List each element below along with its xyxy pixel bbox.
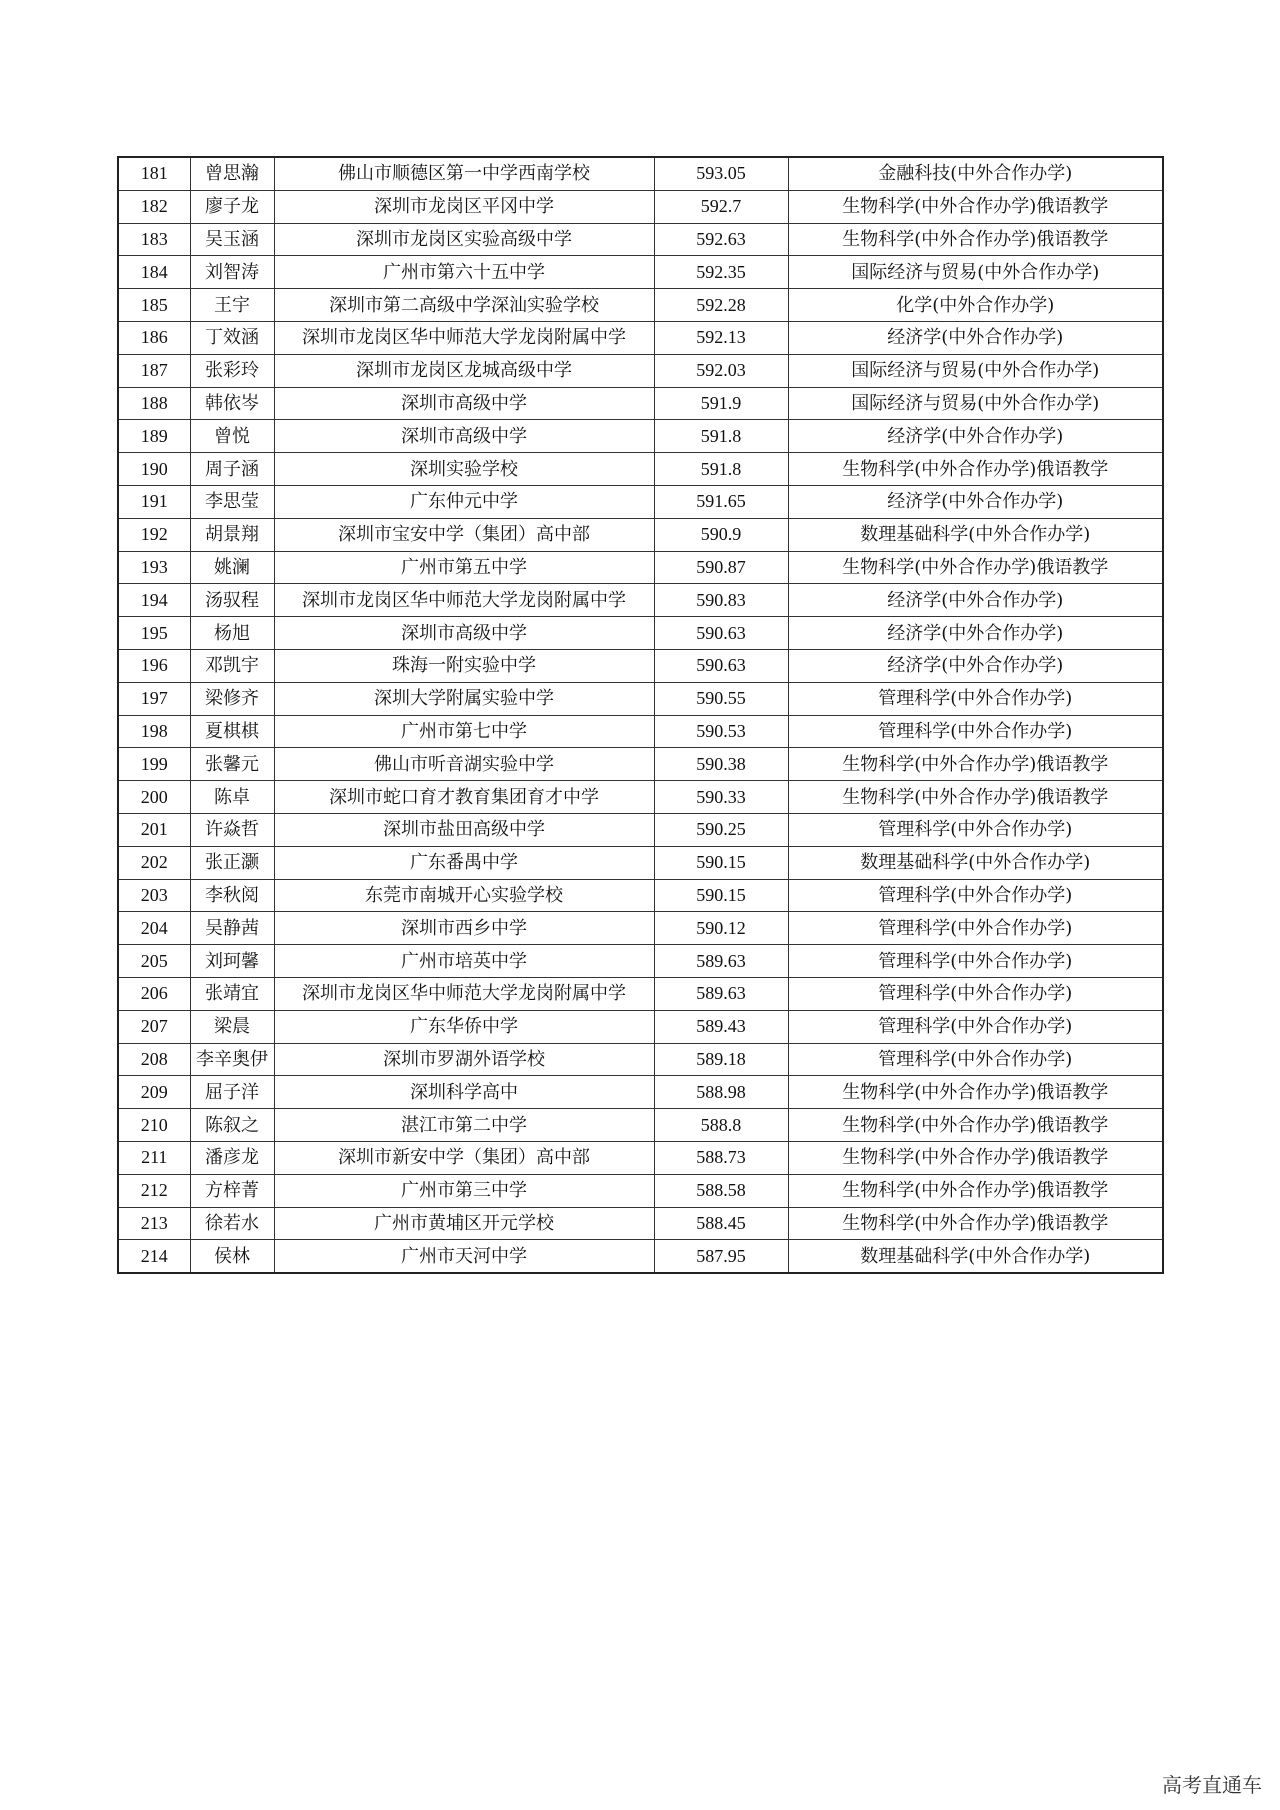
cell-school: 深圳市龙岗区平冈中学 xyxy=(274,190,654,223)
cell-major: 管理科学(中外合作办学) xyxy=(788,912,1163,945)
cell-major: 生物科学(中外合作办学)俄语教学 xyxy=(788,1109,1163,1142)
table-row xyxy=(118,223,1163,256)
cell-school: 深圳市第二高级中学深汕实验学校 xyxy=(274,289,654,322)
table-row xyxy=(118,1240,1163,1273)
cell-major: 生物科学(中外合作办学)俄语教学 xyxy=(788,1076,1163,1109)
cell-name: 韩依岑 xyxy=(190,387,274,420)
cell-major: 生物科学(中外合作办学)俄语教学 xyxy=(788,190,1163,223)
cell-score: 592.13 xyxy=(654,321,788,354)
cell-name: 梁晨 xyxy=(190,1010,274,1043)
cell-school: 广州市第三中学 xyxy=(274,1174,654,1207)
table-row xyxy=(118,748,1163,781)
cell-rank: 212 xyxy=(118,1174,190,1207)
cell-major: 经济学(中外合作办学) xyxy=(788,321,1163,354)
cell-score: 588.8 xyxy=(654,1109,788,1142)
cell-score: 590.53 xyxy=(654,715,788,748)
cell-school: 深圳市龙岗区华中师范大学龙岗附属中学 xyxy=(274,321,654,354)
cell-score: 588.58 xyxy=(654,1174,788,1207)
cell-school: 深圳市龙岗区实验高级中学 xyxy=(274,223,654,256)
cell-score: 591.9 xyxy=(654,387,788,420)
cell-name: 张彩玲 xyxy=(190,354,274,387)
cell-major: 经济学(中外合作办学) xyxy=(788,649,1163,682)
cell-rank: 198 xyxy=(118,715,190,748)
cell-score: 590.12 xyxy=(654,912,788,945)
cell-rank: 182 xyxy=(118,190,190,223)
cell-major: 生物科学(中外合作办学)俄语教学 xyxy=(788,453,1163,486)
table-row xyxy=(118,715,1163,748)
cell-name: 方梓菁 xyxy=(190,1174,274,1207)
cell-school: 深圳市高级中学 xyxy=(274,420,654,453)
table-row xyxy=(118,354,1163,387)
cell-name: 汤驭程 xyxy=(190,584,274,617)
cell-rank: 190 xyxy=(118,453,190,486)
cell-rank: 210 xyxy=(118,1109,190,1142)
cell-score: 592.63 xyxy=(654,223,788,256)
cell-name: 廖子龙 xyxy=(190,190,274,223)
cell-score: 588.45 xyxy=(654,1207,788,1240)
cell-name: 张靖宜 xyxy=(190,977,274,1010)
cell-name: 姚澜 xyxy=(190,551,274,584)
cell-major: 管理科学(中外合作办学) xyxy=(788,977,1163,1010)
cell-school: 广东番禺中学 xyxy=(274,846,654,879)
cell-name: 李秋阅 xyxy=(190,879,274,912)
cell-name: 梁修齐 xyxy=(190,682,274,715)
cell-rank: 209 xyxy=(118,1076,190,1109)
cell-name: 吴静茜 xyxy=(190,912,274,945)
cell-name: 曾思瀚 xyxy=(190,157,274,190)
cell-school: 佛山市顺德区第一中学西南学校 xyxy=(274,157,654,190)
cell-school: 深圳市西乡中学 xyxy=(274,912,654,945)
cell-name: 张馨元 xyxy=(190,748,274,781)
table-row xyxy=(118,1043,1163,1076)
cell-rank: 192 xyxy=(118,518,190,551)
cell-rank: 194 xyxy=(118,584,190,617)
cell-rank: 183 xyxy=(118,223,190,256)
table-row xyxy=(118,781,1163,814)
table-row xyxy=(118,682,1163,715)
cell-score: 593.05 xyxy=(654,157,788,190)
cell-major: 数理基础科学(中外合作办学) xyxy=(788,518,1163,551)
cell-name: 夏棋棋 xyxy=(190,715,274,748)
cell-name: 屈子洋 xyxy=(190,1076,274,1109)
cell-school: 深圳市罗湖外语学校 xyxy=(274,1043,654,1076)
table-body xyxy=(118,157,1163,1273)
cell-name: 杨旭 xyxy=(190,617,274,650)
cell-major: 生物科学(中外合作办学)俄语教学 xyxy=(788,1174,1163,1207)
cell-rank: 193 xyxy=(118,551,190,584)
cell-rank: 200 xyxy=(118,781,190,814)
cell-major: 数理基础科学(中外合作办学) xyxy=(788,846,1163,879)
cell-major: 生物科学(中外合作办学)俄语教学 xyxy=(788,223,1163,256)
watermark-text: 高考直通车 xyxy=(1162,1773,1262,1797)
cell-name: 刘智涛 xyxy=(190,256,274,289)
cell-score: 590.15 xyxy=(654,846,788,879)
cell-major: 生物科学(中外合作办学)俄语教学 xyxy=(788,781,1163,814)
cell-major: 数理基础科学(中外合作办学) xyxy=(788,1240,1163,1273)
cell-major: 国际经济与贸易(中外合作办学) xyxy=(788,256,1163,289)
cell-rank: 201 xyxy=(118,813,190,846)
cell-rank: 184 xyxy=(118,256,190,289)
cell-rank: 214 xyxy=(118,1240,190,1273)
cell-name: 邓凯宇 xyxy=(190,649,274,682)
cell-school: 湛江市第二中学 xyxy=(274,1109,654,1142)
table-row xyxy=(118,157,1163,190)
table-row xyxy=(118,453,1163,486)
cell-score: 590.55 xyxy=(654,682,788,715)
cell-major: 管理科学(中外合作办学) xyxy=(788,682,1163,715)
cell-major: 生物科学(中外合作办学)俄语教学 xyxy=(788,748,1163,781)
cell-name: 徐若水 xyxy=(190,1207,274,1240)
cell-rank: 204 xyxy=(118,912,190,945)
cell-name: 吴玉涵 xyxy=(190,223,274,256)
cell-major: 国际经济与贸易(中外合作办学) xyxy=(788,387,1163,420)
cell-rank: 211 xyxy=(118,1141,190,1174)
cell-school: 深圳市龙岗区华中师范大学龙岗附属中学 xyxy=(274,584,654,617)
cell-major: 管理科学(中外合作办学) xyxy=(788,1043,1163,1076)
cell-score: 589.63 xyxy=(654,977,788,1010)
cell-major: 生物科学(中外合作办学)俄语教学 xyxy=(788,551,1163,584)
cell-rank: 203 xyxy=(118,879,190,912)
table-row xyxy=(118,945,1163,978)
cell-score: 590.25 xyxy=(654,813,788,846)
cell-name: 侯林 xyxy=(190,1240,274,1273)
cell-name: 李思莹 xyxy=(190,485,274,518)
cell-school: 广州市天河中学 xyxy=(274,1240,654,1273)
cell-major: 管理科学(中外合作办学) xyxy=(788,945,1163,978)
cell-rank: 213 xyxy=(118,1207,190,1240)
cell-score: 590.9 xyxy=(654,518,788,551)
cell-score: 590.15 xyxy=(654,879,788,912)
table-row xyxy=(118,485,1163,518)
cell-rank: 196 xyxy=(118,649,190,682)
cell-name: 张正灏 xyxy=(190,846,274,879)
cell-school: 广州市培英中学 xyxy=(274,945,654,978)
cell-score: 592.35 xyxy=(654,256,788,289)
cell-score: 589.63 xyxy=(654,945,788,978)
cell-school: 广州市第七中学 xyxy=(274,715,654,748)
cell-rank: 187 xyxy=(118,354,190,387)
table-row xyxy=(118,649,1163,682)
cell-score: 590.38 xyxy=(654,748,788,781)
cell-school: 深圳市盐田高级中学 xyxy=(274,813,654,846)
table-row xyxy=(118,321,1163,354)
cell-name: 许焱哲 xyxy=(190,813,274,846)
cell-major: 管理科学(中外合作办学) xyxy=(788,1010,1163,1043)
cell-major: 管理科学(中外合作办学) xyxy=(788,879,1163,912)
admission-table xyxy=(117,156,1164,1274)
cell-rank: 195 xyxy=(118,617,190,650)
table-row xyxy=(118,977,1163,1010)
table-row xyxy=(118,551,1163,584)
cell-major: 管理科学(中外合作办学) xyxy=(788,813,1163,846)
cell-major: 生物科学(中外合作办学)俄语教学 xyxy=(788,1207,1163,1240)
cell-score: 592.28 xyxy=(654,289,788,322)
cell-school: 深圳市高级中学 xyxy=(274,617,654,650)
cell-school: 深圳市蛇口育才教育集团育才中学 xyxy=(274,781,654,814)
cell-name: 陈卓 xyxy=(190,781,274,814)
table-row xyxy=(118,518,1163,551)
cell-score: 592.03 xyxy=(654,354,788,387)
cell-major: 国际经济与贸易(中外合作办学) xyxy=(788,354,1163,387)
table-row xyxy=(118,1076,1163,1109)
table-row xyxy=(118,420,1163,453)
cell-school: 深圳市龙岗区龙城高级中学 xyxy=(274,354,654,387)
cell-name: 胡景翔 xyxy=(190,518,274,551)
cell-name: 丁效涵 xyxy=(190,321,274,354)
cell-score: 587.95 xyxy=(654,1240,788,1273)
cell-school: 深圳大学附属实验中学 xyxy=(274,682,654,715)
cell-score: 591.8 xyxy=(654,420,788,453)
cell-school: 广东华侨中学 xyxy=(274,1010,654,1043)
cell-school: 佛山市听音湖实验中学 xyxy=(274,748,654,781)
cell-score: 590.63 xyxy=(654,617,788,650)
cell-score: 592.7 xyxy=(654,190,788,223)
cell-rank: 186 xyxy=(118,321,190,354)
cell-school: 深圳实验学校 xyxy=(274,453,654,486)
cell-score: 588.98 xyxy=(654,1076,788,1109)
cell-score: 590.63 xyxy=(654,649,788,682)
cell-name: 王宇 xyxy=(190,289,274,322)
cell-score: 590.87 xyxy=(654,551,788,584)
cell-name: 曾悦 xyxy=(190,420,274,453)
cell-major: 经济学(中外合作办学) xyxy=(788,420,1163,453)
cell-major: 化学(中外合作办学) xyxy=(788,289,1163,322)
table-row xyxy=(118,1109,1163,1142)
cell-school: 深圳科学高中 xyxy=(274,1076,654,1109)
cell-name: 潘彦龙 xyxy=(190,1141,274,1174)
cell-name: 陈叙之 xyxy=(190,1109,274,1142)
cell-rank: 202 xyxy=(118,846,190,879)
cell-rank: 208 xyxy=(118,1043,190,1076)
cell-rank: 181 xyxy=(118,157,190,190)
cell-name: 刘珂馨 xyxy=(190,945,274,978)
cell-major: 生物科学(中外合作办学)俄语教学 xyxy=(788,1141,1163,1174)
cell-major: 管理科学(中外合作办学) xyxy=(788,715,1163,748)
cell-rank: 205 xyxy=(118,945,190,978)
table-row xyxy=(118,256,1163,289)
cell-school: 深圳市新安中学（集团）高中部 xyxy=(274,1141,654,1174)
table-row xyxy=(118,387,1163,420)
cell-score: 588.73 xyxy=(654,1141,788,1174)
cell-school: 深圳市高级中学 xyxy=(274,387,654,420)
cell-major: 经济学(中外合作办学) xyxy=(788,584,1163,617)
cell-rank: 207 xyxy=(118,1010,190,1043)
cell-score: 590.83 xyxy=(654,584,788,617)
table-row xyxy=(118,879,1163,912)
cell-school: 深圳市宝安中学（集团）高中部 xyxy=(274,518,654,551)
cell-rank: 191 xyxy=(118,485,190,518)
cell-school: 深圳市龙岗区华中师范大学龙岗附属中学 xyxy=(274,977,654,1010)
table-row xyxy=(118,617,1163,650)
cell-score: 589.18 xyxy=(654,1043,788,1076)
cell-school: 广州市第五中学 xyxy=(274,551,654,584)
cell-rank: 197 xyxy=(118,682,190,715)
cell-score: 591.8 xyxy=(654,453,788,486)
cell-school: 东莞市南城开心实验学校 xyxy=(274,879,654,912)
table-row xyxy=(118,813,1163,846)
cell-school: 广州市黄埔区开元学校 xyxy=(274,1207,654,1240)
table-row xyxy=(118,846,1163,879)
table-row xyxy=(118,1010,1163,1043)
cell-rank: 189 xyxy=(118,420,190,453)
table-row xyxy=(118,1141,1163,1174)
cell-rank: 185 xyxy=(118,289,190,322)
cell-score: 589.43 xyxy=(654,1010,788,1043)
cell-rank: 188 xyxy=(118,387,190,420)
cell-score: 590.33 xyxy=(654,781,788,814)
cell-name: 李辛奥伊 xyxy=(190,1043,274,1076)
admission-list-sheet xyxy=(117,156,1162,1274)
cell-school: 广东仲元中学 xyxy=(274,485,654,518)
table-row xyxy=(118,1207,1163,1240)
cell-major: 金融科技(中外合作办学) xyxy=(788,157,1163,190)
table-row xyxy=(118,1174,1163,1207)
cell-major: 经济学(中外合作办学) xyxy=(788,617,1163,650)
cell-school: 珠海一附实验中学 xyxy=(274,649,654,682)
table-row xyxy=(118,190,1163,223)
table-row xyxy=(118,289,1163,322)
table-row xyxy=(118,912,1163,945)
cell-score: 591.65 xyxy=(654,485,788,518)
table-row xyxy=(118,584,1163,617)
cell-rank: 206 xyxy=(118,977,190,1010)
cell-major: 经济学(中外合作办学) xyxy=(788,485,1163,518)
cell-name: 周子涵 xyxy=(190,453,274,486)
cell-school: 广州市第六十五中学 xyxy=(274,256,654,289)
cell-rank: 199 xyxy=(118,748,190,781)
